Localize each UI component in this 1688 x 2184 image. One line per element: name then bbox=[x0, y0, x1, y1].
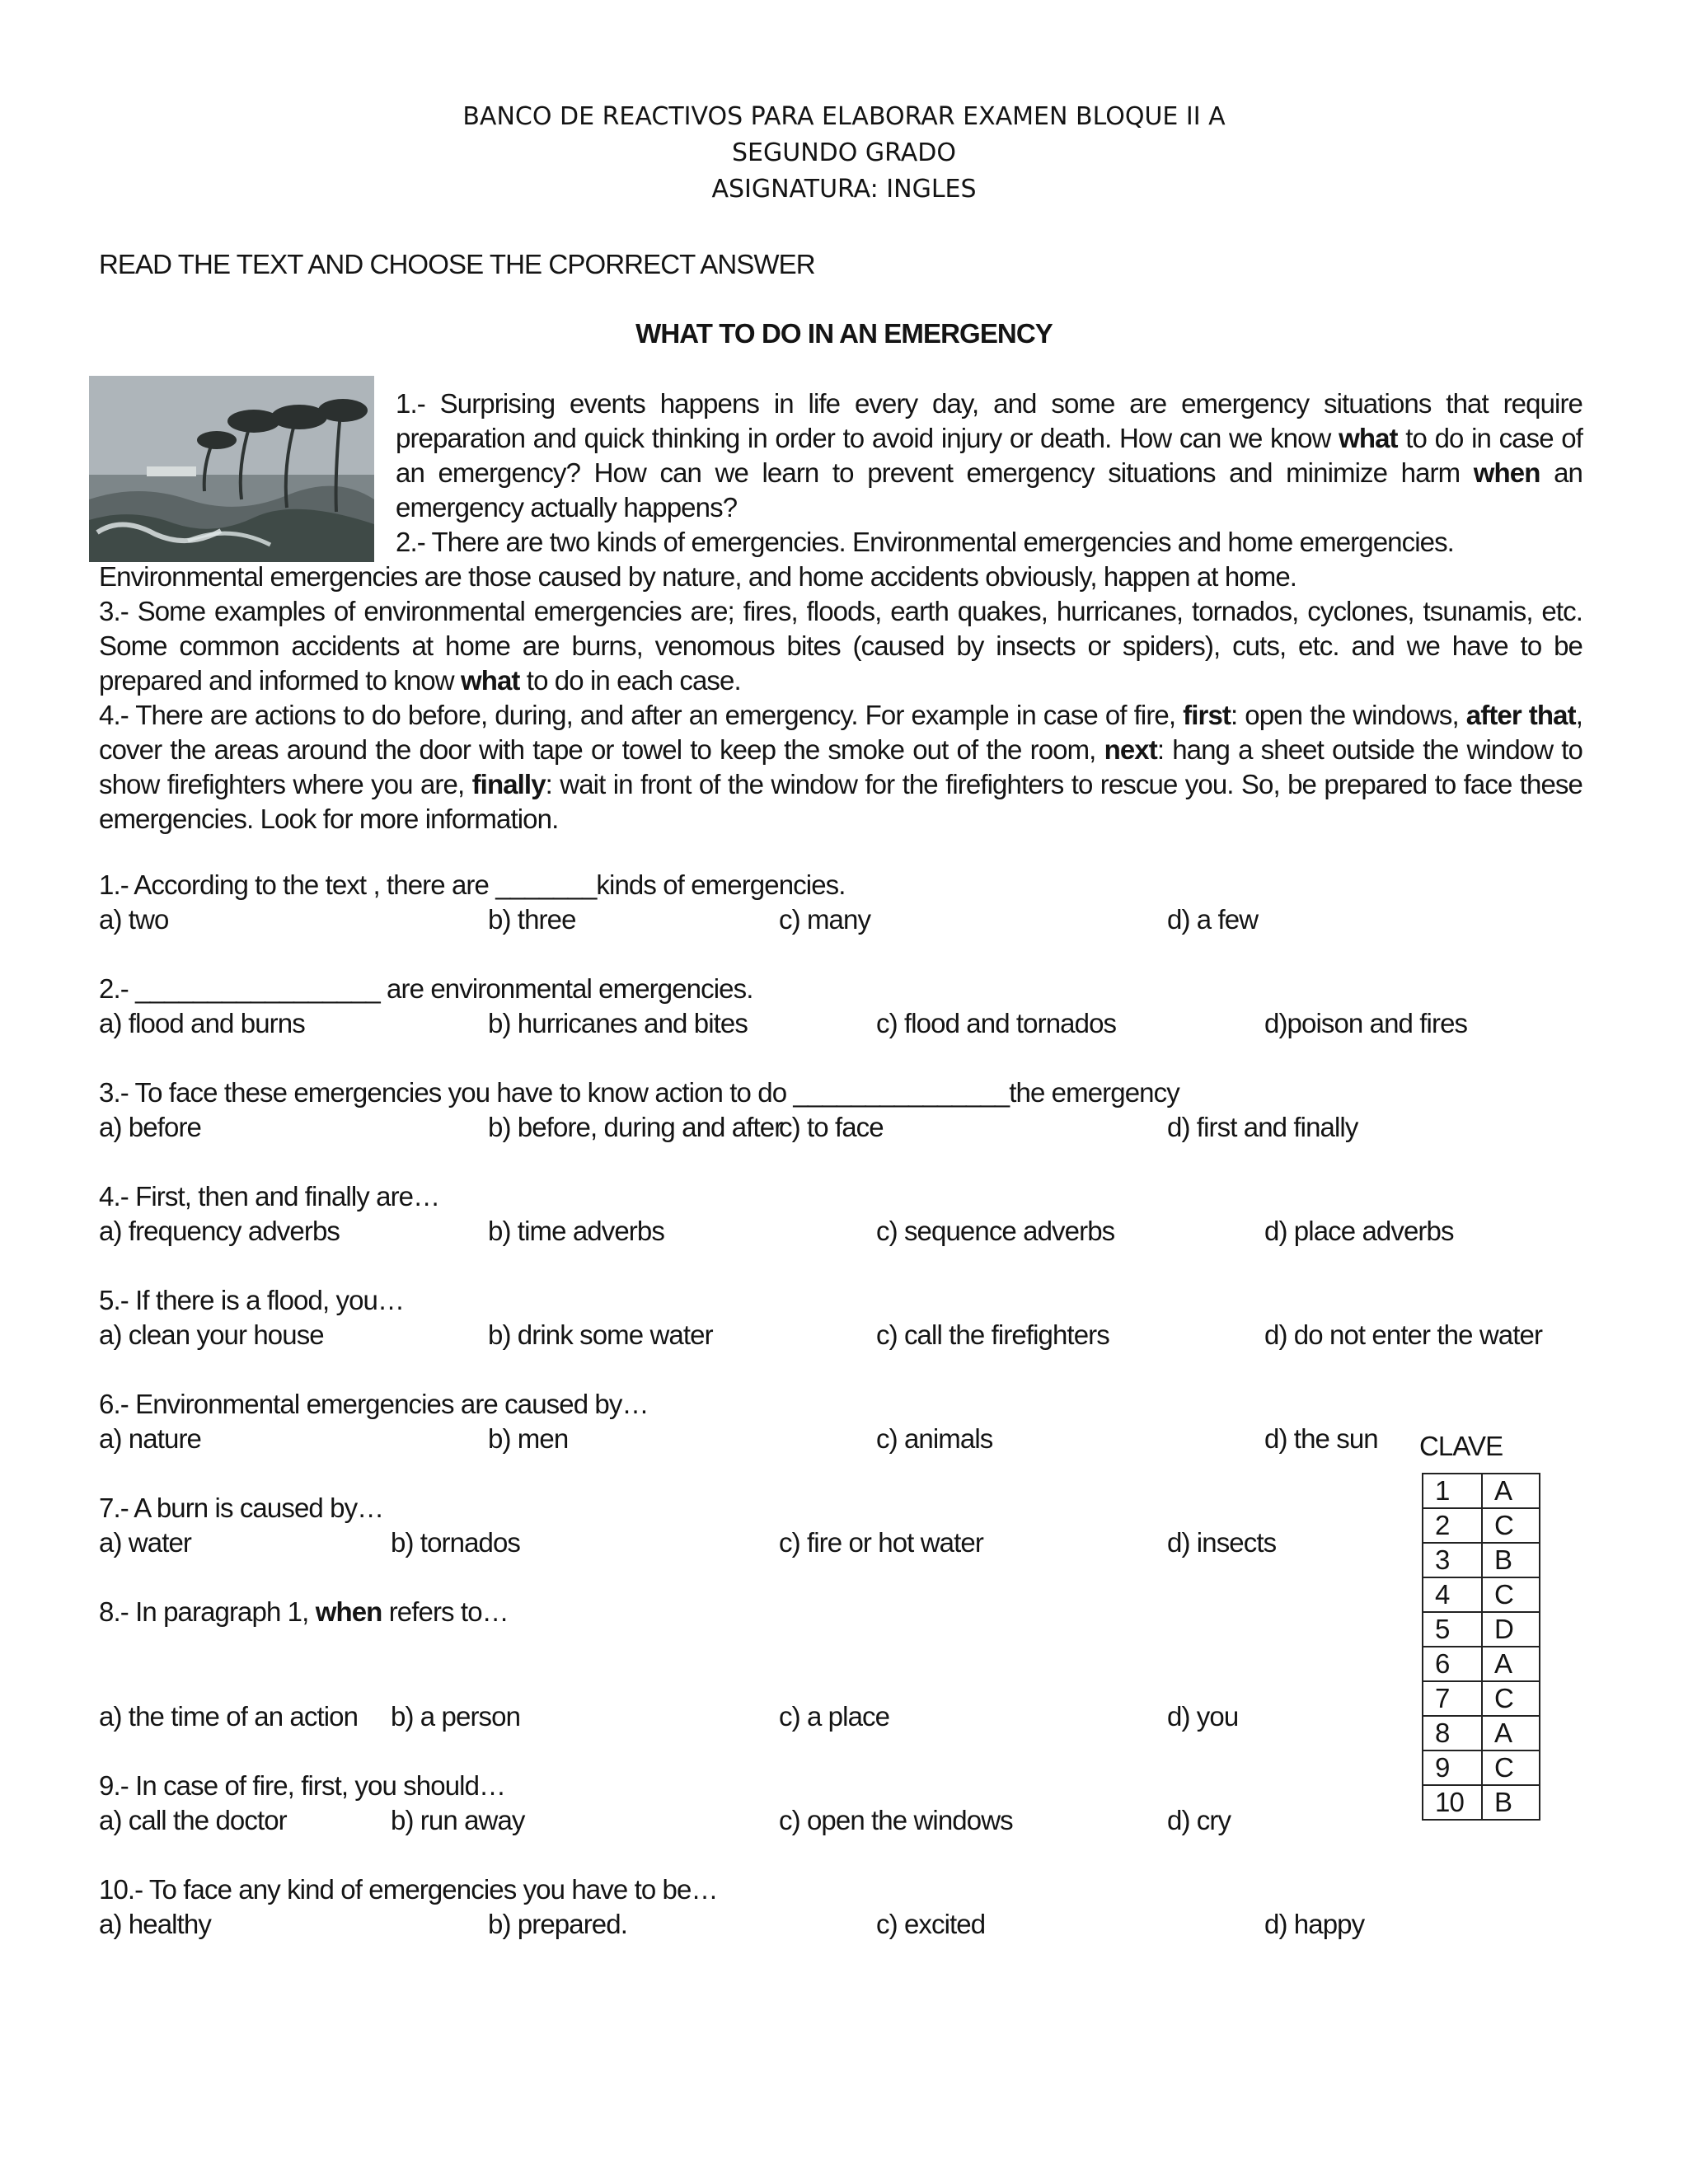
paragraph-2-cont: Environmental emergencies are those caused by nature, and home accidents obviously, happen at home. bbox=[99, 561, 1297, 592]
question-8-options bbox=[99, 1699, 1582, 1734]
answer-key-body bbox=[1423, 1474, 1540, 1820]
option-d[interactable]: d) insects bbox=[1167, 1527, 1277, 1558]
option-c[interactable]: c) flood and tornados bbox=[876, 1008, 1117, 1038]
answer-key-letter: A bbox=[1482, 1716, 1540, 1750]
answer-key-row bbox=[1423, 1647, 1540, 1681]
option-b[interactable]: b) drink some water bbox=[488, 1319, 713, 1350]
answer-key-letter: C bbox=[1482, 1508, 1540, 1543]
answer-key-number: 5 bbox=[1423, 1612, 1482, 1647]
option-d[interactable]: d)poison and fires bbox=[1264, 1008, 1468, 1038]
option-a[interactable]: a) flood and burns bbox=[99, 1008, 305, 1038]
answer-key-number: 10 bbox=[1423, 1785, 1482, 1820]
option-b[interactable]: b) before, during and after bbox=[488, 1112, 783, 1142]
answer-key-letter: B bbox=[1482, 1785, 1540, 1820]
option-c[interactable]: c) open the windows bbox=[779, 1805, 1013, 1835]
answer-key-number: 4 bbox=[1423, 1577, 1482, 1612]
option-a[interactable]: a) water bbox=[99, 1527, 192, 1558]
question-3-stem: 3.- To face these emergencies you have to know action to do _______________the emergency bbox=[99, 1077, 1179, 1108]
option-d[interactable]: d) do not enter the water bbox=[1264, 1319, 1543, 1350]
option-d[interactable]: d) the sun bbox=[1264, 1423, 1378, 1454]
question-1-stem: 1.- According to the text , there are _______kinds of emergencies. bbox=[99, 869, 846, 900]
option-a[interactable]: a) frequency adverbs bbox=[99, 1216, 340, 1246]
answer-key-number: 6 bbox=[1423, 1647, 1482, 1681]
question-10-options bbox=[99, 1907, 1582, 1942]
answer-key-row bbox=[1423, 1474, 1540, 1508]
question-9-stem: 9.- In case of fire, first, you should… bbox=[99, 1770, 506, 1801]
paragraph-4: 4.- There are actions to do before, during, and after an emergency. For example in case of fire, first: open the windows, after that, cover the areas around the door with tape or towel to keep the smoke out of the room, next: hang a sheet outside the window to show firefighters where you are, finally: wait in front of the window for the firefighters to rescue you. So, be prepared to face these emergencies. Look for more information. bbox=[99, 700, 1582, 834]
paragraph-2: 2.- There are two kinds of emergencies. Environmental emergencies and home emergencies. bbox=[396, 527, 1454, 557]
option-a[interactable]: a) two bbox=[99, 904, 169, 935]
answer-key-number: 3 bbox=[1423, 1543, 1482, 1577]
answer-key-number: 9 bbox=[1423, 1750, 1482, 1785]
option-b[interactable]: b) time adverbs bbox=[488, 1216, 664, 1246]
answer-key-number: 1 bbox=[1423, 1474, 1482, 1508]
answer-key-letter: C bbox=[1482, 1681, 1540, 1716]
paragraph-3: 3.- Some examples of environmental emergencies are; fires, floods, earth quakes, hurricanes, tornados, cyclones, tsunamis, etc. Some common accidents at home are burns, venomous bites (caused by insects or spiders), cuts, etc. and we have to be prepared and informed to know what to do in each case. bbox=[99, 596, 1582, 696]
option-c[interactable]: c) a place bbox=[779, 1701, 890, 1732]
option-a[interactable]: a) clean your house bbox=[99, 1319, 324, 1350]
instruction-text: READ THE TEXT AND CHOOSE THE CPORRECT ANSWER bbox=[99, 249, 815, 279]
question-4-options bbox=[99, 1214, 1582, 1249]
question-3-options bbox=[99, 1110, 1582, 1145]
option-b[interactable]: b) tornados bbox=[391, 1527, 521, 1558]
option-b[interactable]: b) a person bbox=[391, 1701, 521, 1732]
answer-key-table bbox=[1422, 1473, 1540, 1821]
answer-key-number: 2 bbox=[1423, 1508, 1482, 1543]
answer-key-row bbox=[1423, 1785, 1540, 1820]
option-c[interactable]: c) excited bbox=[876, 1909, 986, 1939]
option-d[interactable]: d) first and finally bbox=[1167, 1112, 1358, 1142]
option-d[interactable]: d) cry bbox=[1167, 1805, 1231, 1835]
document-header bbox=[0, 99, 1688, 208]
question-7-options bbox=[99, 1526, 1582, 1560]
question-2-options bbox=[99, 1006, 1582, 1041]
option-c[interactable]: c) to face bbox=[779, 1112, 884, 1142]
option-b[interactable]: b) prepared. bbox=[488, 1909, 627, 1939]
question-5-options bbox=[99, 1318, 1582, 1352]
option-b[interactable]: b) hurricanes and bites bbox=[488, 1008, 748, 1038]
option-a[interactable]: a) nature bbox=[99, 1423, 201, 1454]
answer-key-row bbox=[1423, 1612, 1540, 1647]
question-10-stem: 10.- To face any kind of emergencies you have to be… bbox=[99, 1874, 718, 1905]
answer-key-number: 8 bbox=[1423, 1716, 1482, 1750]
option-c[interactable]: c) animals bbox=[876, 1423, 993, 1454]
option-d[interactable]: d) place adverbs bbox=[1264, 1216, 1454, 1246]
answer-key-letter: B bbox=[1482, 1543, 1540, 1577]
option-d[interactable]: d) you bbox=[1167, 1701, 1239, 1732]
question-1-options bbox=[99, 902, 1582, 937]
option-b[interactable]: b) run away bbox=[391, 1805, 525, 1835]
header-title: BANCO DE REACTIVOS PARA ELABORAR EXAMEN BLOQUE II A bbox=[462, 102, 1226, 131]
answer-key-letter: D bbox=[1482, 1612, 1540, 1647]
header-grade: SEGUNDO GRADO bbox=[731, 138, 956, 167]
question-4-stem: 4.- First, then and finally are… bbox=[99, 1181, 440, 1212]
reading-passage bbox=[99, 387, 1582, 837]
option-a[interactable]: a) call the doctor bbox=[99, 1805, 287, 1835]
answer-key-number: 7 bbox=[1423, 1681, 1482, 1716]
question-2-stem: 2.- _________________ are environmental emergencies. bbox=[99, 973, 753, 1004]
answer-key-letter: C bbox=[1482, 1750, 1540, 1785]
question-9-options bbox=[99, 1803, 1582, 1838]
question-7-stem: 7.- A burn is caused by… bbox=[99, 1493, 384, 1523]
option-c[interactable]: c) many bbox=[779, 904, 871, 935]
question-8-stem: 8.- In paragraph 1, when refers to… bbox=[99, 1596, 509, 1627]
header-subject: ASIGNATURA: INGLES bbox=[711, 175, 977, 204]
question-5-stem: 5.- If there is a flood, you… bbox=[99, 1285, 405, 1315]
answer-key-row bbox=[1423, 1577, 1540, 1612]
option-d[interactable]: d) happy bbox=[1264, 1909, 1365, 1939]
option-d[interactable]: d) a few bbox=[1167, 904, 1259, 935]
answer-key-letter: A bbox=[1482, 1474, 1540, 1508]
paragraph-1: 1.- Surprising events happens in life every day, and some are emergency situations that require preparation and quick thinking in order to avoid injury or death. How can we know what to do in case of an emergency? How can we learn to prevent emergency situations and minimize harm when an emergency actually happens? bbox=[396, 388, 1582, 523]
answer-key-row bbox=[1423, 1543, 1540, 1577]
answer-key-row bbox=[1423, 1681, 1540, 1716]
option-b[interactable]: b) men bbox=[488, 1423, 569, 1454]
option-c[interactable]: c) fire or hot water bbox=[779, 1527, 983, 1558]
option-a[interactable]: a) healthy bbox=[99, 1909, 211, 1939]
answer-key-letter: C bbox=[1482, 1577, 1540, 1612]
option-b[interactable]: b) three bbox=[488, 904, 576, 935]
question-6-stem: 6.- Environmental emergencies are caused by… bbox=[99, 1389, 649, 1419]
answer-key-row bbox=[1423, 1716, 1540, 1750]
question-6-options bbox=[99, 1422, 1582, 1456]
option-c[interactable]: c) call the firefighters bbox=[876, 1319, 1109, 1350]
option-a[interactable]: a) before bbox=[99, 1112, 201, 1142]
option-a[interactable]: a) the time of an action bbox=[99, 1701, 359, 1732]
answer-key-row bbox=[1423, 1750, 1540, 1785]
reading-title: WHAT TO DO IN AN EMERGENCY bbox=[635, 318, 1053, 349]
answer-key-row bbox=[1423, 1508, 1540, 1543]
answer-key-letter: A bbox=[1482, 1647, 1540, 1681]
option-c[interactable]: c) sequence adverbs bbox=[876, 1216, 1115, 1246]
answer-key-label: CLAVE bbox=[1419, 1431, 1503, 1461]
